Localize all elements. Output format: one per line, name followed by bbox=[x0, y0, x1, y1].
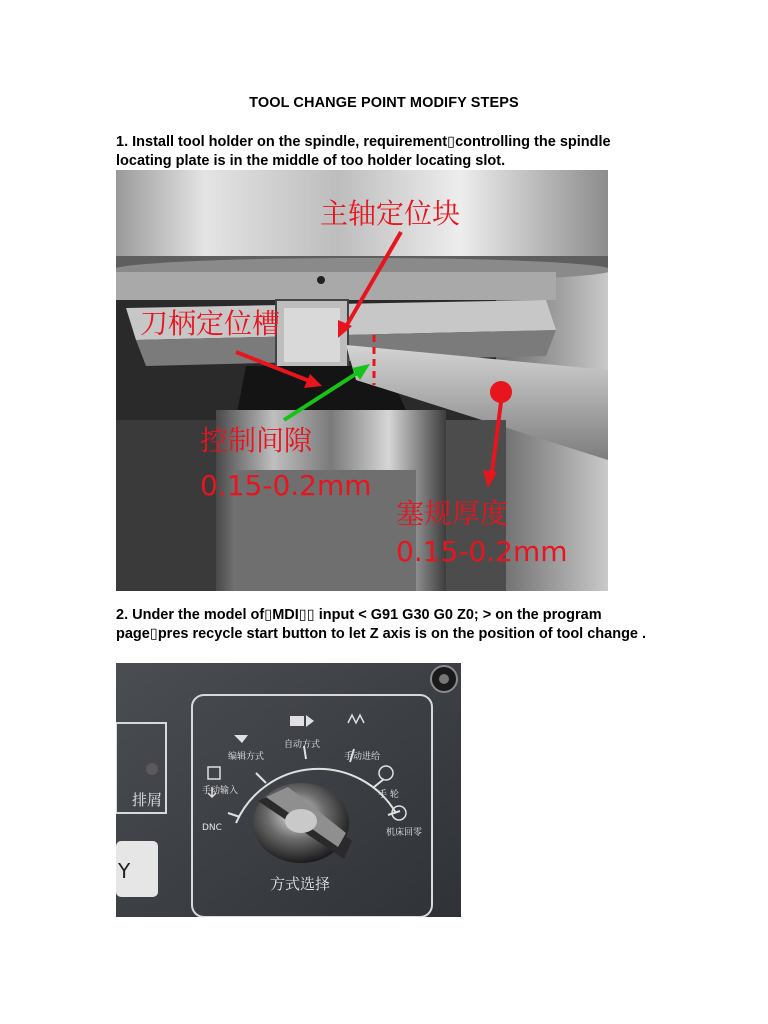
callout-feeler-gauge-value: 0.15-0.2mm bbox=[396, 535, 568, 568]
key-y-label: Y bbox=[118, 859, 131, 883]
callout-holder-locating-slot: 刀柄定位槽 bbox=[140, 307, 281, 340]
step-2-text: 2. Under the model of▯MDI▯▯ input < G91 G30 G0 Z0; > on the program page▯pres recycle start button to let Z axis is on the position of tool change . bbox=[116, 607, 647, 642]
mode-select-label: 方式选择 bbox=[270, 875, 331, 893]
callout-control-gap-label: 控制间隙 bbox=[200, 424, 313, 457]
mode-auto-label: 自动方式 bbox=[284, 740, 321, 750]
step-1-text: 1. Install tool holder on the spindle, requirement▯controlling the spindle locating plate is in the middle of too holder locating slot. bbox=[116, 134, 611, 169]
mode-mdi-label: 手动输入 bbox=[202, 786, 239, 796]
callout-control-gap-value: 0.15-0.2mm bbox=[200, 469, 372, 502]
mode-dnc-label: DNC bbox=[202, 823, 222, 833]
mode-handwheel-label: 手 轮 bbox=[378, 790, 399, 800]
mode-ref-label: 机床回零 bbox=[386, 828, 423, 838]
document-title: TOOL CHANGE POINT MODIFY STEPS bbox=[249, 95, 519, 111]
callout-feeler-gauge-label: 塞规厚度 bbox=[396, 497, 509, 530]
chip-removal-label: 排屑 bbox=[132, 791, 163, 809]
spindle-photo-drawing bbox=[116, 170, 608, 591]
callout-spindle-locating-block: 主轴定位块 bbox=[320, 197, 461, 230]
spindle-photo bbox=[116, 170, 608, 591]
mode-selector-photo bbox=[116, 663, 461, 917]
mode-jog-label: 手动进给 bbox=[344, 752, 381, 762]
mode-edit-label: 编辑方式 bbox=[228, 752, 265, 762]
